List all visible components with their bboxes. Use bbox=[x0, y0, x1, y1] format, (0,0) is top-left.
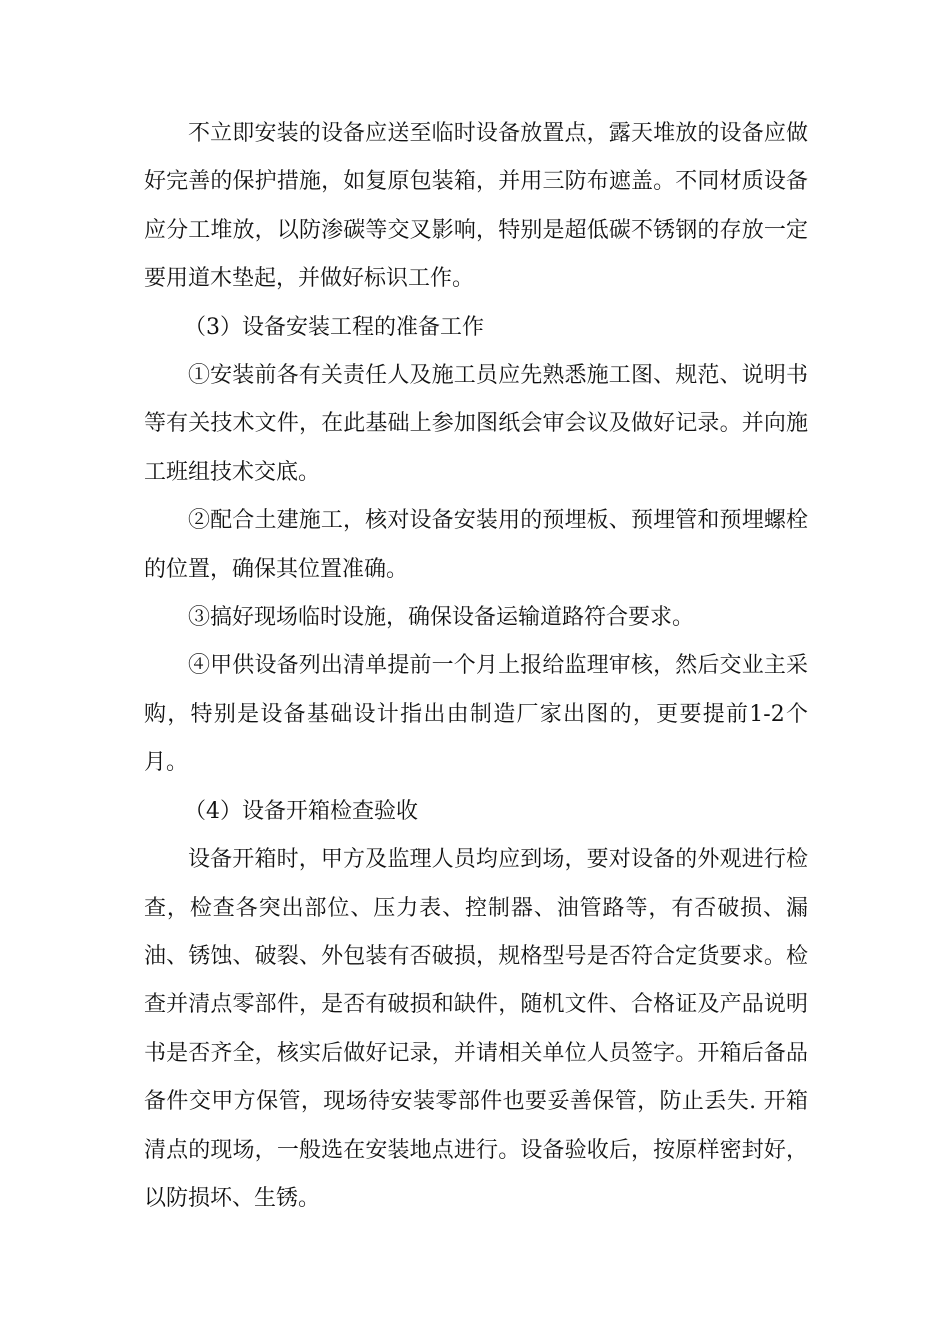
document-body bbox=[144, 110, 808, 1223]
paragraph-item-4: ④甲供设备列出清单提前一个月上报给监理审核，然后交业主采购，特别是设备基础设计指出由制造厂家出图的，更要提前1-2个月。 bbox=[144, 653, 808, 776]
paragraph-unboxing: 设备开箱时，甲方及监理人员均应到场，要对设备的外观进行检查，检查各突出部位、压力表、控制器、油管路等，有否破损、漏油、锈蚀、破裂、外包装有否破损，规格型号是否符合定货要求。检查并清点零部件，是否有破损和缺件，随机文件、合格证及产品说明书是否齐全，核实后做好记录，并请相关单位人员签字。开箱后备品备件交甲方保管，现场待安装零部件也要妥善保管，防止丢失. 开箱清点的现场，一般选在安装地点进行。设备验收后，按原样密封好，以防损坏、生锈。 bbox=[144, 847, 808, 1211]
paragraph-item-1: ①安装前各有关责任人及施工员应先熟悉施工图、规范、说明书等有关技术文件，在此基础上参加图纸会审会议及做好记录。并向施工班组技术交底。 bbox=[144, 363, 808, 485]
paragraph-item-3: ③搞好现场临时设施，确保设备运输道路符合要求。 bbox=[188, 605, 695, 631]
section-heading-3: （3）设备安装工程的准备工作 bbox=[184, 314, 484, 340]
paragraph-item-2: ②配合土建施工，核对设备安装用的预埋板、预埋管和预埋螺栓的位置，确保其位置准确。 bbox=[144, 508, 808, 582]
section-heading-4: （4）设备开箱检查验收 bbox=[184, 798, 418, 824]
paragraph-storage: 不立即安装的设备应送至临时设备放置点，露天堆放的设备应做好完善的保护措施，如复原包装箱，并用三防布遮盖。不同材质设备应分工堆放，以防渗碳等交叉影响，特别是超低碳不锈钢的存放一定要用道木垫起，并做好标识工作。 bbox=[144, 121, 808, 292]
